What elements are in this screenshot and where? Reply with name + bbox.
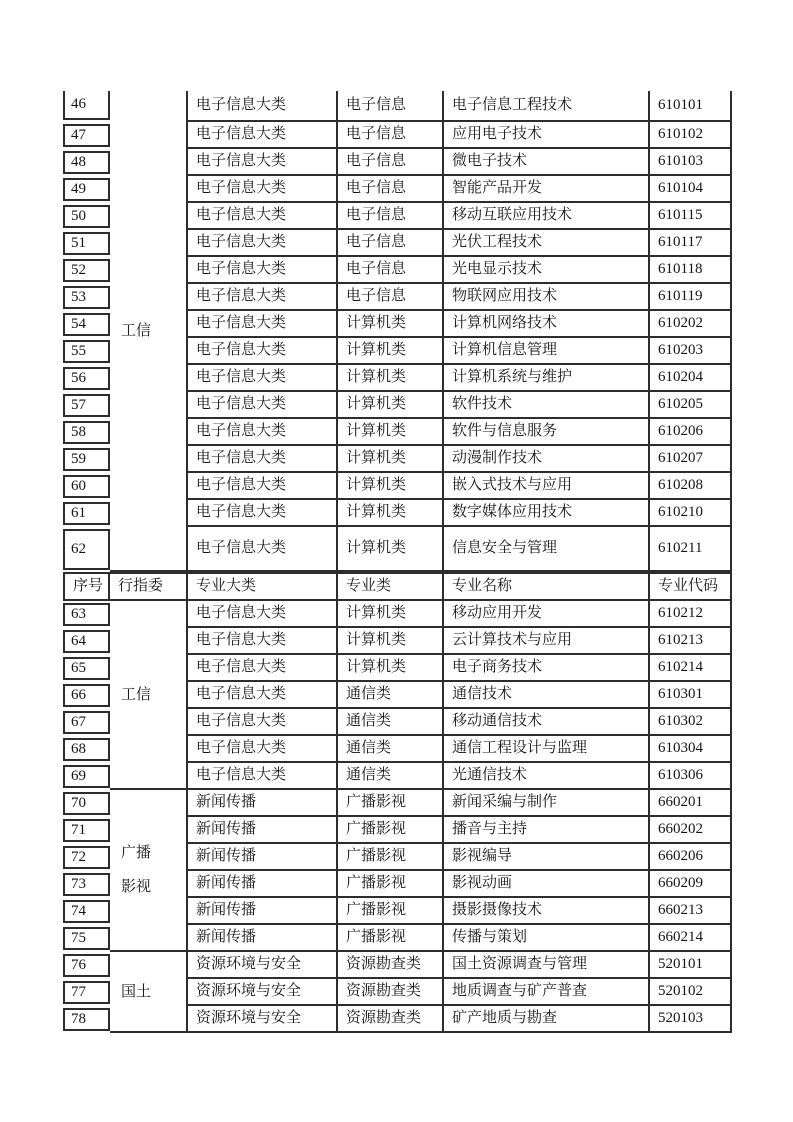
code-cell: 610214: [650, 655, 732, 682]
seq-number: 47: [63, 124, 110, 147]
code-cell: 520102: [650, 979, 732, 1006]
name-cell: 嵌入式技术与应用: [444, 473, 650, 500]
seq-number: 53: [63, 286, 110, 309]
seq-cell: [63, 500, 110, 527]
header-cell-code: 专业代码: [650, 572, 732, 601]
name-cell: 新闻采编与制作: [444, 790, 650, 817]
name-cell: 光通信技术: [444, 763, 650, 790]
category-cell: 电子信息大类: [188, 392, 338, 419]
code-cell: 610118: [650, 257, 732, 284]
seq-number: 77: [63, 981, 110, 1004]
category-cell: 新闻传播: [188, 925, 338, 952]
code-cell: 520101: [650, 952, 732, 979]
category-cell: 新闻传播: [188, 844, 338, 871]
seq-number: 70: [63, 792, 110, 815]
code-cell: 660209: [650, 871, 732, 898]
seq-cell: [63, 871, 110, 898]
code-cell: 520103: [650, 1006, 732, 1033]
seq-number: 62: [63, 529, 110, 570]
name-cell: 计算机信息管理: [444, 338, 650, 365]
seq-cell: [63, 473, 110, 500]
code-cell: 610208: [650, 473, 732, 500]
category-cell: 电子信息大类: [188, 284, 338, 311]
name-cell: 通信工程设计与监理: [444, 736, 650, 763]
seq-number: 75: [63, 927, 110, 950]
seq-number: 61: [63, 502, 110, 525]
category-cell: 新闻传播: [188, 817, 338, 844]
seq-cell: [63, 898, 110, 925]
seq-cell: [63, 419, 110, 446]
code-cell: 610117: [650, 230, 732, 257]
committee-cell: 广播 影视: [110, 790, 188, 952]
seq-cell: [63, 601, 110, 628]
seq-number: 50: [63, 205, 110, 228]
name-cell: 移动应用开发: [444, 601, 650, 628]
class-cell: 计算机类: [338, 365, 444, 392]
code-cell: 610207: [650, 446, 732, 473]
name-cell: 摄影摄像技术: [444, 898, 650, 925]
code-cell: 610203: [650, 338, 732, 365]
class-cell: 通信类: [338, 763, 444, 790]
class-cell: 资源勘查类: [338, 1006, 444, 1033]
name-cell: 移动通信技术: [444, 709, 650, 736]
code-cell: 610205: [650, 392, 732, 419]
seq-cell: [63, 365, 110, 392]
category-cell: 新闻传播: [188, 790, 338, 817]
committee-cell: 工信: [110, 601, 188, 790]
category-cell: 电子信息大类: [188, 203, 338, 230]
committee-cell: 国土: [110, 952, 188, 1033]
seq-number: 48: [63, 151, 110, 174]
code-cell: 660213: [650, 898, 732, 925]
seq-cell: [63, 817, 110, 844]
committee-cell: 工信: [110, 91, 188, 572]
class-cell: 计算机类: [338, 311, 444, 338]
seq-number: 55: [63, 340, 110, 363]
code-cell: 610115: [650, 203, 732, 230]
name-cell: 软件与信息服务: [444, 419, 650, 446]
seq-number: 63: [63, 603, 110, 626]
name-cell: 传播与策划: [444, 925, 650, 952]
seq-cell: [63, 284, 110, 311]
code-cell: 660206: [650, 844, 732, 871]
code-cell: 610301: [650, 682, 732, 709]
seq-number: 64: [63, 630, 110, 653]
code-cell: 610210: [650, 500, 732, 527]
category-cell: 电子信息大类: [188, 655, 338, 682]
class-cell: 通信类: [338, 736, 444, 763]
class-cell: 计算机类: [338, 628, 444, 655]
category-cell: 电子信息大类: [188, 365, 338, 392]
category-cell: 电子信息大类: [188, 500, 338, 527]
class-cell: 广播影视: [338, 790, 444, 817]
code-cell: 610211: [650, 527, 732, 572]
category-cell: 电子信息大类: [188, 709, 338, 736]
category-cell: 电子信息大类: [188, 601, 338, 628]
name-cell: 信息安全与管理: [444, 527, 650, 572]
class-cell: 资源勘查类: [338, 952, 444, 979]
seq-number: 46: [63, 91, 110, 120]
seq-number: 68: [63, 738, 110, 761]
class-cell: 计算机类: [338, 419, 444, 446]
class-cell: 计算机类: [338, 338, 444, 365]
class-cell: 电子信息: [338, 284, 444, 311]
category-cell: 电子信息大类: [188, 122, 338, 149]
class-cell: 计算机类: [338, 527, 444, 572]
seq-cell: [63, 392, 110, 419]
name-cell: 国土资源调查与管理: [444, 952, 650, 979]
seq-cell: [63, 446, 110, 473]
seq-cell: [63, 925, 110, 952]
seq-number: 52: [63, 259, 110, 282]
class-cell: 计算机类: [338, 392, 444, 419]
seq-number: 71: [63, 819, 110, 842]
class-cell: 计算机类: [338, 446, 444, 473]
name-cell: 影视编导: [444, 844, 650, 871]
category-cell: 电子信息大类: [188, 473, 338, 500]
name-cell: 软件技术: [444, 392, 650, 419]
seq-number: 58: [63, 421, 110, 444]
code-cell: 660202: [650, 817, 732, 844]
seq-number: 67: [63, 711, 110, 734]
class-cell: 电子信息: [338, 122, 444, 149]
seq-number: 73: [63, 873, 110, 896]
seq-cell: [63, 149, 110, 176]
class-cell: 计算机类: [338, 601, 444, 628]
seq-cell: [63, 122, 110, 149]
seq-number: 59: [63, 448, 110, 471]
seq-cell: [63, 230, 110, 257]
category-cell: 电子信息大类: [188, 446, 338, 473]
seq-number: 66: [63, 684, 110, 707]
class-cell: 电子信息: [338, 230, 444, 257]
name-cell: 计算机系统与维护: [444, 365, 650, 392]
seq-cell: [63, 176, 110, 203]
header-cell-seq: 序号: [63, 572, 110, 601]
name-cell: 光伏工程技术: [444, 230, 650, 257]
name-cell: 智能产品开发: [444, 176, 650, 203]
class-cell: 电子信息: [338, 176, 444, 203]
category-cell: 资源环境与安全: [188, 979, 338, 1006]
code-cell: 610101: [650, 91, 732, 122]
class-cell: 广播影视: [338, 844, 444, 871]
code-cell: 610212: [650, 601, 732, 628]
category-cell: 电子信息大类: [188, 419, 338, 446]
name-cell: 应用电子技术: [444, 122, 650, 149]
name-cell: 数字媒体应用技术: [444, 500, 650, 527]
seq-number: 54: [63, 313, 110, 336]
name-cell: 动漫制作技术: [444, 446, 650, 473]
seq-cell: [63, 311, 110, 338]
class-cell: 电子信息: [338, 203, 444, 230]
class-cell: 电子信息: [338, 91, 444, 122]
seq-cell: [63, 979, 110, 1006]
seq-number: 51: [63, 232, 110, 255]
code-cell: 610103: [650, 149, 732, 176]
seq-number: 78: [63, 1008, 110, 1031]
seq-cell: [63, 655, 110, 682]
class-cell: 广播影视: [338, 898, 444, 925]
name-cell: 通信技术: [444, 682, 650, 709]
name-cell: 物联网应用技术: [444, 284, 650, 311]
seq-cell: [63, 682, 110, 709]
category-cell: 电子信息大类: [188, 763, 338, 790]
seq-cell: [63, 709, 110, 736]
class-cell: 计算机类: [338, 655, 444, 682]
category-cell: 电子信息大类: [188, 682, 338, 709]
seq-cell: [63, 203, 110, 230]
seq-number: 49: [63, 178, 110, 201]
seq-cell: [63, 763, 110, 790]
category-cell: 电子信息大类: [188, 91, 338, 122]
category-cell: 电子信息大类: [188, 149, 338, 176]
name-cell: 矿产地质与勘查: [444, 1006, 650, 1033]
code-cell: 610202: [650, 311, 732, 338]
seq-number: 65: [63, 657, 110, 680]
name-cell: 计算机网络技术: [444, 311, 650, 338]
code-cell: 610102: [650, 122, 732, 149]
class-cell: 计算机类: [338, 473, 444, 500]
code-cell: 610306: [650, 763, 732, 790]
code-cell: 610304: [650, 736, 732, 763]
professions-table: [63, 91, 732, 1033]
seq-cell: [63, 844, 110, 871]
seq-cell: [63, 1006, 110, 1033]
name-cell: 播音与主持: [444, 817, 650, 844]
category-cell: 新闻传播: [188, 898, 338, 925]
seq-number: 74: [63, 900, 110, 923]
code-cell: 610204: [650, 365, 732, 392]
seq-cell: [63, 952, 110, 979]
name-cell: 云计算技术与应用: [444, 628, 650, 655]
category-cell: 电子信息大类: [188, 311, 338, 338]
category-cell: 电子信息大类: [188, 628, 338, 655]
seq-number: 72: [63, 846, 110, 869]
header-cell-class: 专业类: [338, 572, 444, 601]
seq-cell: [63, 527, 110, 572]
seq-number: 56: [63, 367, 110, 390]
class-cell: 广播影视: [338, 871, 444, 898]
seq-cell: [63, 628, 110, 655]
header-cell-committee: 行指委: [110, 572, 188, 601]
seq-number: 60: [63, 475, 110, 498]
class-cell: 计算机类: [338, 500, 444, 527]
name-cell: 电子商务技术: [444, 655, 650, 682]
name-cell: 微电子技术: [444, 149, 650, 176]
category-cell: 新闻传播: [188, 871, 338, 898]
seq-number: 69: [63, 765, 110, 788]
category-cell: 资源环境与安全: [188, 952, 338, 979]
class-cell: 通信类: [338, 709, 444, 736]
class-cell: 广播影视: [338, 925, 444, 952]
class-cell: 广播影视: [338, 817, 444, 844]
code-cell: 660201: [650, 790, 732, 817]
seq-number: 76: [63, 954, 110, 977]
name-cell: 影视动画: [444, 871, 650, 898]
category-cell: 电子信息大类: [188, 527, 338, 572]
class-cell: 资源勘查类: [338, 979, 444, 1006]
name-cell: 电子信息工程技术: [444, 91, 650, 122]
header-cell-name: 专业名称: [444, 572, 650, 601]
code-cell: 610119: [650, 284, 732, 311]
seq-cell: [63, 338, 110, 365]
code-cell: 610104: [650, 176, 732, 203]
class-cell: 电子信息: [338, 149, 444, 176]
code-cell: 660214: [650, 925, 732, 952]
category-cell: 电子信息大类: [188, 338, 338, 365]
code-cell: 610206: [650, 419, 732, 446]
name-cell: 光电显示技术: [444, 257, 650, 284]
header-cell-category: 专业大类: [188, 572, 338, 601]
category-cell: 资源环境与安全: [188, 1006, 338, 1033]
class-cell: 通信类: [338, 682, 444, 709]
code-cell: 610213: [650, 628, 732, 655]
category-cell: 电子信息大类: [188, 736, 338, 763]
seq-cell: [63, 790, 110, 817]
category-cell: 电子信息大类: [188, 257, 338, 284]
name-cell: 地质调查与矿产普查: [444, 979, 650, 1006]
seq-cell: [63, 91, 110, 122]
category-cell: 电子信息大类: [188, 176, 338, 203]
name-cell: 移动互联应用技术: [444, 203, 650, 230]
category-cell: 电子信息大类: [188, 230, 338, 257]
class-cell: 电子信息: [338, 257, 444, 284]
seq-cell: [63, 257, 110, 284]
seq-number: 57: [63, 394, 110, 417]
seq-cell: [63, 736, 110, 763]
code-cell: 610302: [650, 709, 732, 736]
